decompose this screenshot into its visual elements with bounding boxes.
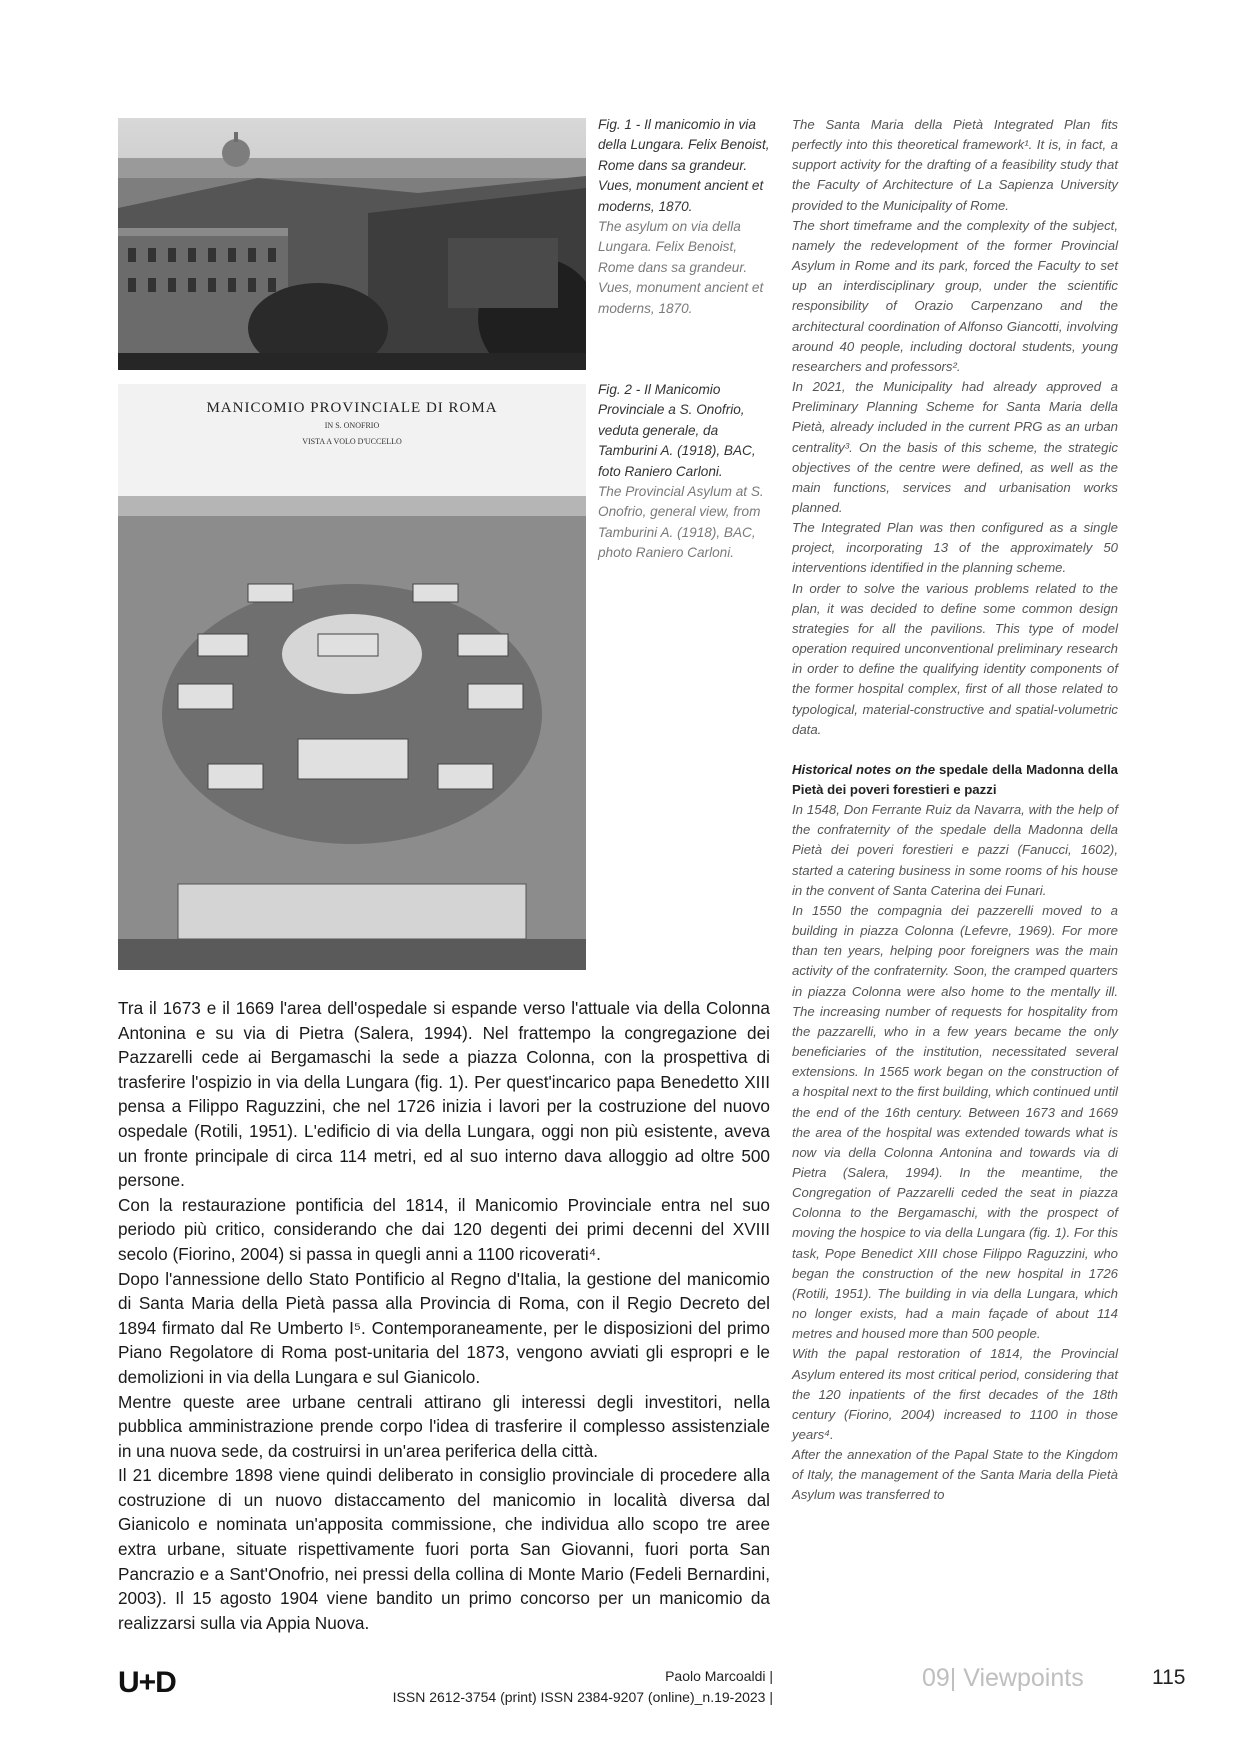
footer-credits (393, 1666, 773, 1708)
english-paragraph: The Integrated Plan was then configured as a single project, incorporating 13 of the approximately 50 interventions identified in the planning scheme. (792, 520, 1118, 576)
figure-1-image (118, 118, 586, 370)
italian-paragraph: Dopo l'annessione dello Stato Pontificio al Regno d'Italia, la gestione del manicomio di Santa Maria della Pietà passa alla Provincia di Roma, con il Regio Decreto del 1894 firmato dal Re Umberto I⁵. Contemporaneamente, per le disposizioni del primo Piano Regolatore di Roma post-unitaria del 1873, vengono avviati gli espropri e le demolizioni in via della Lungara e sul Gianicolo. (118, 1268, 770, 1387)
page-number: 115 (1152, 1666, 1186, 1689)
english-paragraph: In 1548, Don Ferrante Ruiz da Navarra, with the help of the confraternity of the spedale della Madonna della Pietà dei poveri forestieri e pazzi (Fanucci, 1602), started a catering business in some rooms of his house in the convent of Santa Caterina dei Funari. (792, 802, 1118, 898)
figure-2-print-subtitle-2: VISTA A VOLO D'UCCELLO (302, 437, 402, 446)
figure-1-caption-english: The asylum on via della Lungara. Felix Benoist, Rome dans sa grandeur. Vues, monument ancient et moderns, 1870. (598, 219, 764, 316)
english-paragraph: With the papal restoration of 1814, the Provincial Asylum entered its most critical period, considering that the 120 inpatients of the first decades of the 18th century (Fiorino, 2004) increased to 1100 in those years⁴. (792, 1346, 1118, 1442)
italian-paragraph: Mentre queste aree urbane centrali attirano gli interessi degli investitori, nella pubblica amministrazione prende corpo l'idea di trasferire il complesso assistenziale in una nuova sede, da costruirsi in un'area periferica della città. (118, 1391, 770, 1461)
italian-paragraph: Tra il 1673 e il 1669 l'area dell'ospedale si espande verso l'attuale via della Colonna Antonina e su via di Pietra (Salera, 1994). Nel frattempo la congregazione dei Pazzarelli cede ai Bergamaschi la sede a piazza Colonna, con la prospettiva di trasferire l'ospizio in via della Lungara (fig. 1). Per quest'incarico papa Benedetto XIII pensa a Filippo Raguzzini, che nel 1726 inizia i lavori per la costruzione del nuovo ospedale (Rotili, 1951). L'edificio di via della Lungara, oggi non più esistente, aveva un fronte principale di circa 114 metri, ed al suo interno dava alloggio ad oltre 500 persone. (118, 998, 770, 1191)
figure-2-image (118, 384, 586, 970)
figure-1-engraving (118, 118, 586, 370)
english-text-column (792, 115, 1118, 1506)
figure-2-print-subtitle-1: IN S. ONOFRIO (324, 421, 380, 430)
italian-paragraph: Il 21 dicembre 1898 viene quindi deliberato in consiglio provinciale di procedere alla costruzione di un nuovo distaccamento del manicomio in località diversa dal Gianicolo e nominata un'apposita commissione, che individua allo scopo tre aree extra urbane, situate rispettivamente fuori porta San Giovanni, fuori porta San Pancrazio e a Sant'Onofrio, nei pressi della collina di Monte Mario (Fedeli Bernardini, 2003). Il 15 agosto 1904 viene bandito un primo concorso per un manicomio da realizzarsi sulla via Appia Nuova. (118, 1465, 770, 1633)
section-label: 09| Viewpoints (922, 1664, 1084, 1692)
english-paragraph: The short timeframe and the complexity of the subject, namely the redevelopment of the former Provincial Asylum in Rome and its park, forced the Faculty to set up an interdisciplinary group, under the scientific responsibility of Orazio Carpenzano and the architectural coordination of Alfonso Giancotti, involving around 40 people, including doctoral students, young researchers and professors². (792, 217, 1118, 374)
english-paragraph: In 1550 the compagnia dei pazzerelli moved to a building in piazza Colonna (Lefevre, 1969). For more than ten years, helping poor foreigners was the main activity of the confraternity. Soon, the cramped quarters in piazza Colonna were also home to the mentally ill. The increasing number of requests for hospitality from the pazzarelli, who in a few years became the only beneficiaries of the institution, necessitated several extensions. In 1565 work began on the construction of a hospital next to the first building, which continued until the end of the 16th century. Between 1673 and 1669 the area of the hospital was extended towards what is now via della Colonna Antonina and towards via di Pietra (Salera, 1994). In the meantime, the Congregation of Pazzarelli ceded the seat in piazza Colonna to the Bergamaschi, with the prospect of moving the hospice to via della Lungara (fig. 1). For this task, Pope Benedict XIII chose Filippo Raguzzini, who began the construction of the new hospital in 1726 (Rotili, 1951). The building in via della Lungara, which no longer exists, had a main façade of about 114 metres and housed more than 500 people. (792, 902, 1118, 1342)
english-paragraph: In 2021, the Municipality had already approved a Preliminary Planning Scheme for Santa Maria della Pietà, already included in the current PRG as an urban centrality³. On the basis of this scheme, the strategic objectives of the centre were defined, as well as the main functions, services and urbanisation works planned. (792, 379, 1118, 515)
italian-body-text (118, 996, 770, 1635)
author-name: Paolo Marcoaldi | (665, 1668, 773, 1684)
figure-2-caption-italian: Fig. 2 - Il Manicomio Provinciale a S. Onofrio, veduta generale, da Tamburini A. (1918), BAC, foto Raniero Carloni. (598, 382, 756, 479)
section-heading-normal: spedale della Madonna della Pietà dei poveri forestieri e pazzi (792, 761, 1118, 797)
english-paragraph: After the annexation of the Papal State to the Kingdom of Italy, the management of the Santa Maria della Pietà Asylum was transferred to (792, 1447, 1118, 1503)
english-paragraph: The Santa Maria della Pietà Integrated Plan fits perfectly into this theoretical framework¹. It is, in fact, a support activity for the drafting of a feasibility study that the Faculty of Architecture of La Sapienza University provided to the Municipality of Rome. (792, 117, 1118, 213)
figure-2-caption-english: The Provincial Asylum at S. Onofrio, general view, from Tamburini A. (1918), BAC, photo Raniero Carloni. (598, 484, 764, 561)
figure-2-engraving (118, 384, 586, 970)
journal-logo: U+D (118, 1666, 176, 1699)
issn-info: ISSN 2612-3754 (print) ISSN 2384-9207 (online)_n.19-2023 | (392, 1689, 773, 1705)
section-heading-italic: Historical notes on the (792, 761, 940, 777)
figure-2-caption (598, 380, 776, 564)
english-paragraph: In order to solve the various problems related to the plan, it was decided to define some common design strategies for all the pavilions. This type of model operation required unconventional preliminary research in order to define the qualifying identity components of the former hospital complex, first of all those related to typological, material-constructive and spatial-volumetric data. (792, 580, 1118, 737)
italian-paragraph: Con la restaurazione pontificia del 1814, il Manicomio Provinciale entra nel suo periodo più critico, considerando che dai 120 degenti dei primi decenni del XVIII secolo (Fiorino, 2004) si passa in quegli anni a 1100 ricoverati⁴. (118, 1194, 770, 1264)
section-heading (792, 760, 1118, 800)
figure-1-caption (598, 115, 776, 319)
figure-2-print-title: MANICOMIO PROVINCIALE DI ROMA (206, 400, 498, 416)
figure-1-caption-italian: Fig. 1 - Il manicomio in via della Lungara. Felix Benoist, Rome dans sa grandeur. Vues, monument ancient et moderns, 1870. (598, 117, 770, 214)
